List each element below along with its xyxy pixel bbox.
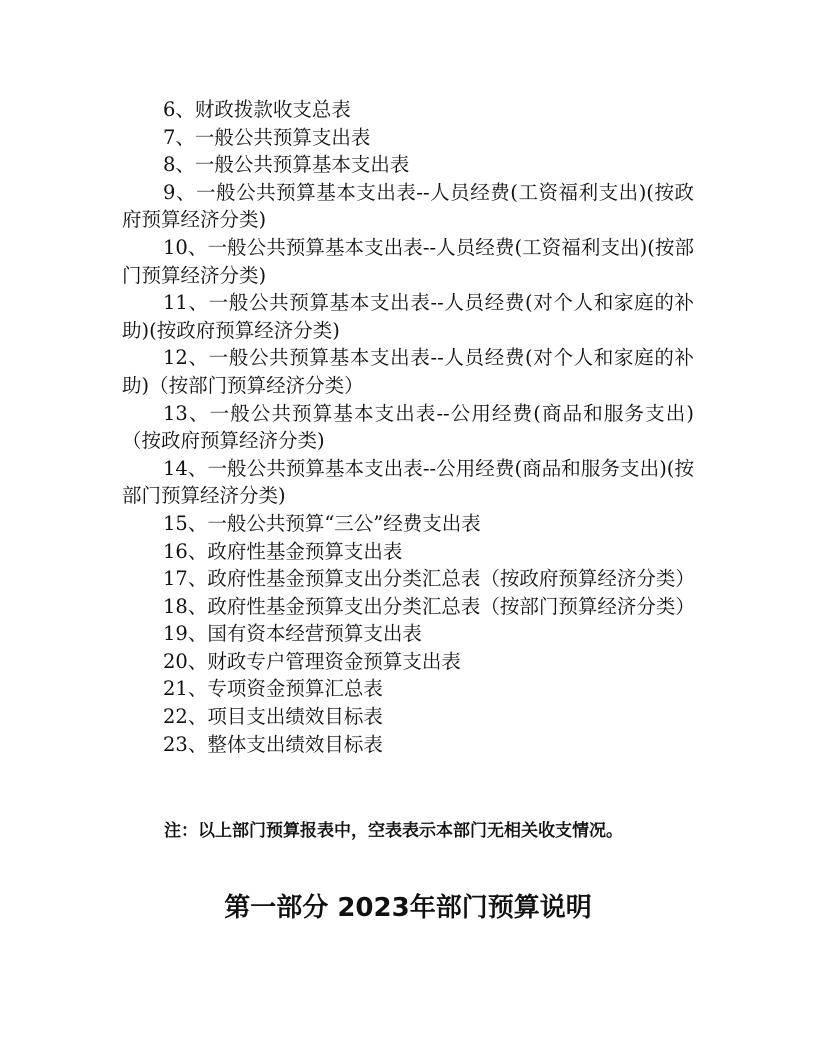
toc-item: 10、一般公共预算基本支出表--人员经费(工资福利支出)(按部门预算经济分类) bbox=[122, 235, 694, 287]
toc-item: 14、一般公共预算基本支出表--公用经费(商品和服务支出)(按部门预算经济分类) bbox=[122, 456, 694, 508]
toc-item: 22、项目支出绩效目标表 bbox=[163, 705, 383, 729]
toc-item: 23、整体支出绩效目标表 bbox=[163, 732, 383, 756]
toc-item: 21、专项资金预算汇总表 bbox=[163, 677, 383, 701]
toc-item: 15、一般公共预算“三公”经费支出表 bbox=[163, 511, 481, 535]
section-heading: 第一部分 2023年部门预算说明 bbox=[224, 893, 592, 923]
toc-item: 16、政府性基金预算支出表 bbox=[163, 539, 403, 563]
toc-item: 9、一般公共预算基本支出表--人员经费(工资福利支出)(按政府预算经济分类) bbox=[122, 180, 694, 232]
toc-item: 17、政府性基金预算支出分类汇总表（按政府预算经济分类） bbox=[163, 567, 695, 591]
toc-item: 20、财政专户管理资金预算支出表 bbox=[163, 649, 461, 673]
table-of-contents bbox=[122, 96, 694, 758]
toc-item: 11、一般公共预算基本支出表--人员经费(对个人和家庭的补助)(按政府预算经济分类) bbox=[122, 291, 694, 342]
toc-item: 19、国有资本经营预算支出表 bbox=[163, 622, 422, 646]
toc-item: 6、财政拨款收支总表 bbox=[163, 98, 351, 121]
toc-item: 13、一般公共预算基本支出表--公用经费(商品和服务支出)（按政府预算经济分类) bbox=[122, 401, 694, 453]
empty-table-note: 注：以上部门预算报表中，空表表示本部门无相关收支情况。 bbox=[164, 821, 623, 841]
toc-item: 18、政府性基金预算支出分类汇总表（按部门预算经济分类） bbox=[163, 594, 695, 618]
toc-item: 7、一般公共预算支出表 bbox=[163, 125, 371, 149]
toc-item: 8、一般公共预算基本支出表 bbox=[163, 153, 410, 177]
toc-item: 12、一般公共预算基本支出表--人员经费(对个人和家庭的补助)（按部门预算经济分类） bbox=[122, 346, 694, 397]
